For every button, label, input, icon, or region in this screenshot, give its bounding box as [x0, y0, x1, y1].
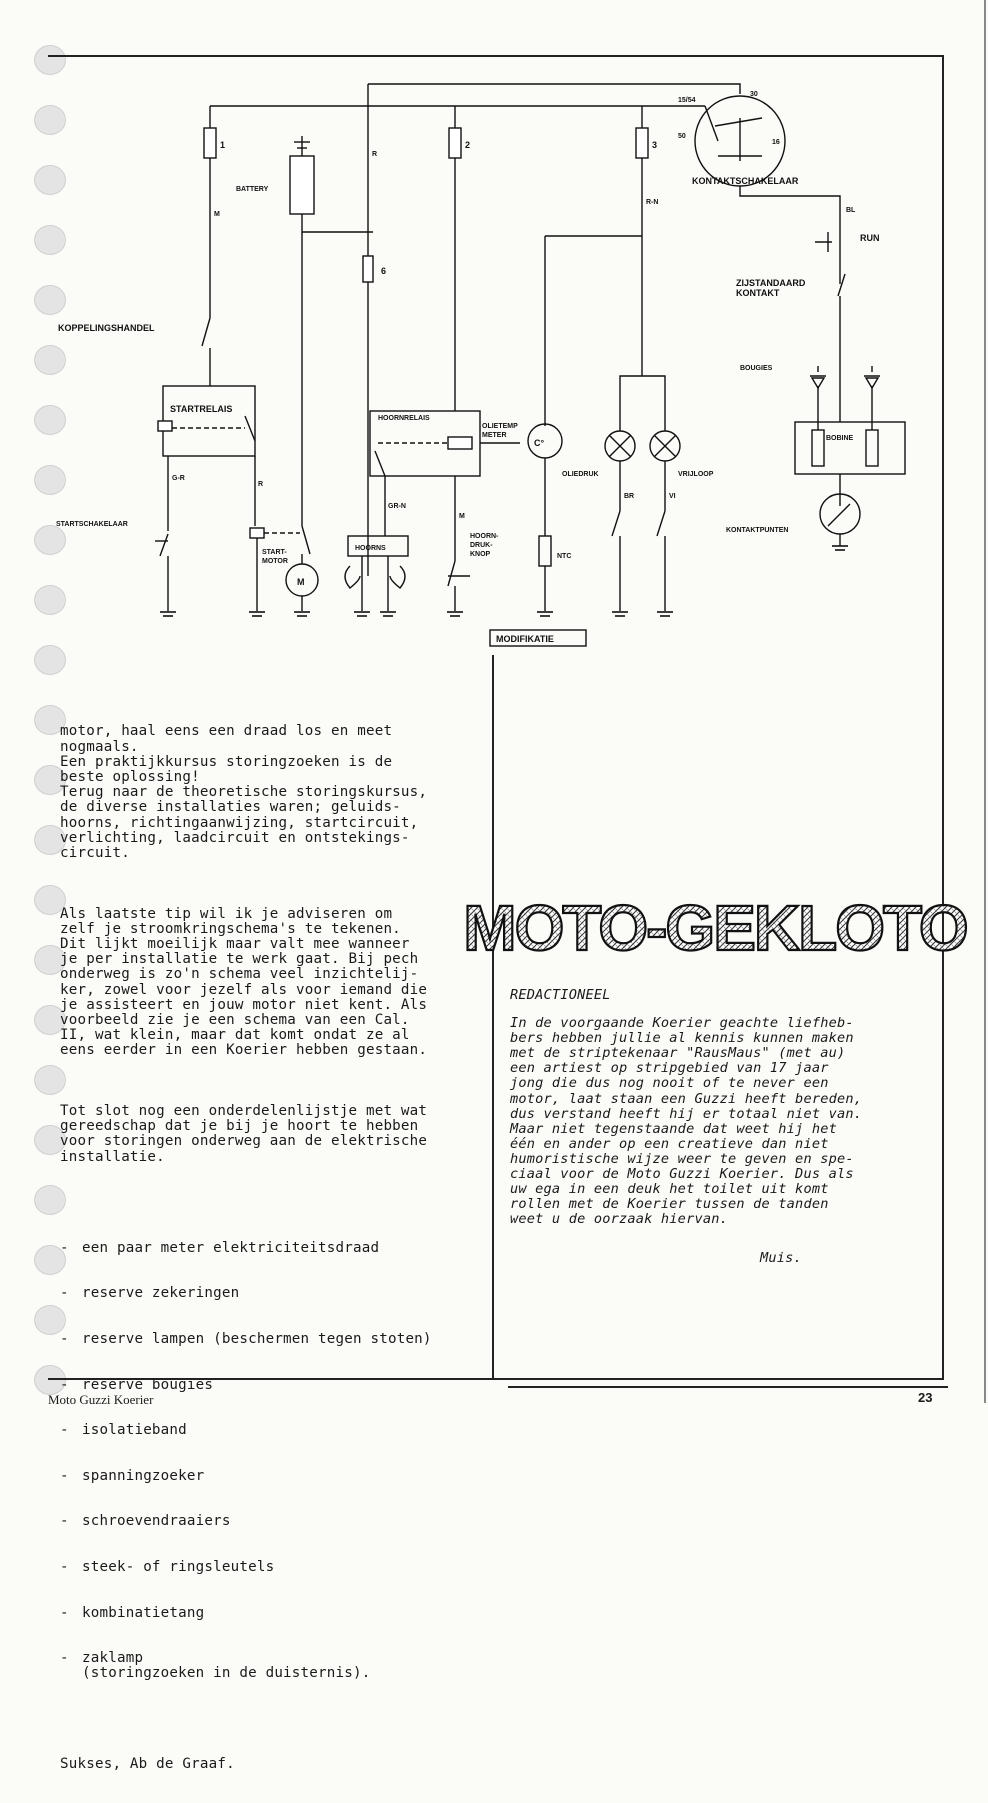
- list-item: - isolatieband: [60, 1422, 187, 1439]
- wire-code-fuse1: M: [214, 211, 220, 218]
- section-heading: REDACTIONEEL: [510, 987, 611, 1003]
- list-item: - reserve zekeringen: [60, 1285, 240, 1302]
- page-number: 23: [918, 1390, 933, 1405]
- zijstandaard-kontakt-label: KONTAKT: [736, 288, 780, 298]
- list-item: - spanningzoeker: [60, 1467, 205, 1484]
- wire-code-hoornknop: M: [459, 513, 465, 520]
- page-edge: [984, 0, 986, 1403]
- koppelingshandel-label: KOPPELINGSHANDEL: [58, 323, 155, 333]
- wiring-diagram: [50, 56, 944, 652]
- startmotor-label-2: MOTOR: [262, 558, 288, 565]
- bobine-label: BOBINE: [826, 435, 854, 442]
- fuse-3-label: 3: [652, 140, 658, 150]
- list-item: - reserve bougies: [60, 1376, 214, 1393]
- parts-list: [60, 1210, 490, 1712]
- motor-symbol: M: [297, 577, 305, 587]
- kontaktschakelaar-label: KONTAKTSCHAKELAAR: [692, 176, 799, 186]
- terminal-16: 16: [772, 139, 780, 146]
- wire-code-oliedruk: BR: [624, 493, 635, 500]
- article-paragraph: Tot slot nog een onderdelenlijstje met wat gereedschap dat je bij je hoort te hebben voor storingen onderweg aan de elektrische installatie.: [60, 1103, 428, 1165]
- fuse-6-label: 6: [381, 266, 387, 276]
- startschakelaar-label: STARTSCHAKELAAR: [56, 521, 128, 528]
- list-item: - kombinatietang: [60, 1604, 205, 1621]
- list-item: - reserve lampen (beschermen tegen stoten): [60, 1330, 432, 1347]
- vrijloop-label: VRIJLOOP: [678, 471, 714, 478]
- wire-code-switch-out: BL: [846, 207, 856, 214]
- article-paragraph: motor, haal eens een draad los en meet nogmaals. Een praktijkkursus storingzoeken is de beste oplossing! Terug naar de theoretische storingskursus, de diverse installaties waren; geluids- hoorns, richtingaanwijzing, startcircuit, verlichting, laadcircuit en ontstekings- circuit.: [60, 723, 428, 862]
- battery-label: BATTERY: [236, 186, 269, 193]
- moto-gekloto-logo: [463, 878, 967, 973]
- logo-text: MOTO-GEKLOTO: [463, 892, 967, 964]
- list-item: - steek- of ringsleutels: [60, 1558, 275, 1575]
- kontaktpunten-label: KONTAKTPUNTEN: [726, 527, 789, 534]
- hoorns-label: HOORNS: [355, 545, 386, 552]
- hoornknop-label-1: HOORN-: [470, 533, 499, 540]
- bougies-label: BOUGIES: [740, 365, 773, 372]
- oliedruk-label: OLIEDRUK: [562, 471, 599, 478]
- column-divider: [492, 655, 494, 1380]
- startmotor-label: START-: [262, 549, 287, 556]
- run-label: RUN: [860, 233, 880, 243]
- editorial-signature: Muis.: [760, 1250, 802, 1267]
- wire-code-startrelais: G-R: [172, 475, 185, 482]
- hoornknop-label-3: KNOP: [470, 551, 491, 558]
- terminal-50: 50: [678, 133, 686, 140]
- list-item: - schroevendraaiers: [60, 1513, 231, 1530]
- hoornrelais-label: HOORNRELAIS: [378, 415, 430, 422]
- modifikatie-label: MODIFIKATIE: [496, 634, 554, 644]
- terminal-15-54: 15/54: [678, 97, 696, 104]
- fuse-1-label: 1: [220, 140, 226, 150]
- olietemp-meter-label: METER: [482, 432, 507, 439]
- list-item: - zaklamp (storingzoeken in de duisternis).: [60, 1650, 371, 1682]
- fuse-2-label: 2: [465, 140, 471, 150]
- list-item: - een paar meter elektriciteitsdraad: [60, 1239, 380, 1256]
- ntc-label: NTC: [557, 553, 572, 560]
- wire-code-hoorns: GR-N: [388, 503, 406, 510]
- editorial-text: In de voorgaande Koerier geachte liefheb- bers hebben jullie al kennis kunnen maken met de striptekenaar "RausMaus" (met au) een artiest op stripgebied van 17 jaar jong die dus nog nooit of te never een motor, laat staan een Guzzi heeft bereden, dus verstand heeft hij er totaal niet van. Maar niet tegenstaande dat weet hij het één en ander op een creatieve dan niet humoristische wijze weer te geven en spe- ciaal voor de Moto Guzzi Koerier. Dus als uw ega in een deuk het toilet uit komt rollen met de Koerier tussen de tanden weet u de oorzaak hiervan.: [510, 1015, 863, 1228]
- article-right-column: [510, 988, 930, 1267]
- signoff: Sukses, Ab de Graaf.: [60, 1756, 235, 1773]
- wire-code-main: R: [372, 151, 378, 158]
- wire-code-startmotor: R: [258, 481, 264, 488]
- wire-code-vrijloop: VI: [669, 493, 676, 500]
- olietemp-symbol: C°: [534, 438, 545, 448]
- zijstandaard-label: ZIJSTANDAARD: [736, 278, 806, 288]
- olietemp-label: OLIETEMP: [482, 423, 518, 430]
- footer-rule: [508, 1386, 948, 1388]
- article-paragraph: Als laatste tip wil ik je adviseren om zelf je stroomkringschema's te tekenen. Dit lijkt moeilijk maar valt mee wanneer je per installatie te werk gaat. Bij pech onderweg is zo'n schema veel inzichtelij- ker, zowel voor jezelf als voor iemand die je assisteert en jouw motor niet kent. Als voorbeeld zie je een schema van een Cal. II, wat klein, maar dat komt ondat ze al eens eerder in een Koerier hebben gestaan.: [60, 905, 428, 1059]
- article-left-column: [60, 694, 490, 1803]
- terminal-30: 30: [750, 91, 758, 98]
- wire-code-fuse3: R-N: [646, 199, 659, 206]
- footer-title: Moto Guzzi Koerier: [48, 1392, 154, 1407]
- startrelais-label: STARTRELAIS: [170, 404, 233, 414]
- hoornknop-label-2: DRUK-: [470, 542, 493, 549]
